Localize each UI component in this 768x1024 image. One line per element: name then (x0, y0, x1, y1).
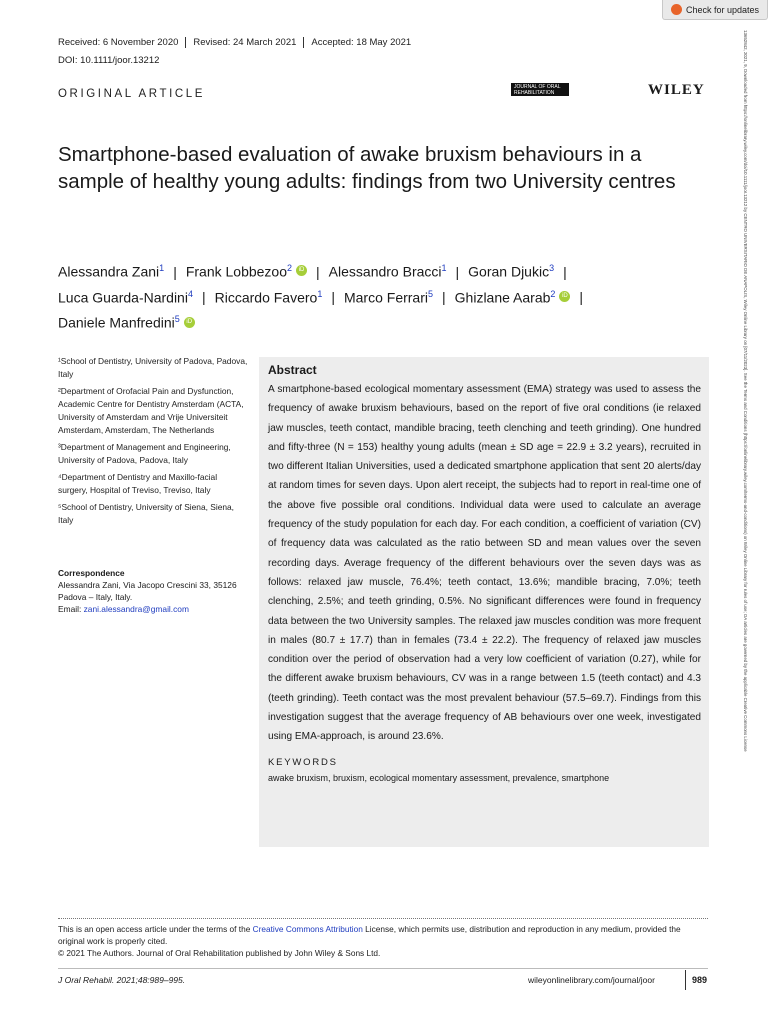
orcid-icon[interactable]: iD (559, 291, 570, 302)
author-affiliation-ref: 4 (187, 288, 193, 299)
abstract-box (259, 357, 709, 847)
check-for-updates-button[interactable] (662, 0, 768, 20)
received-date: Received: 6 November 2020 (58, 37, 179, 49)
footer-separator (685, 970, 686, 990)
abstract-text: A smartphone-based ecological momentary assessment (EMA) strategy was used to assess the frequency of awake bruxism behaviours, based on the report of five oral conditions (ie relaxed jaw muscles, teeth contact, mandible bracing, teeth clenching and teeth grinding). One hundred and fifty-three (N = 153) healthy young adults (mean ± SD age = 22.9 ± 3.2 years), recruited in two different Italian Universities, used a dedicated smartphone application that sent 20 alerts/day at random times for seven days. Upon alert receipt, the subjects had to report in real-time one of the above five possible oral conditions. Individual data were used to calculate an average frequency of the study population for each day. For each condition, a coefficient of variation (CV) of frequency data was calculated as the ratio between SD and mean values over the seven recording days. Average frequency of the different behaviours over the seven days was as follows: relaxed jaw muscle, 76.4%; teeth contact, 13.6%; mandible bracing, 7.0%; teeth clenching, 2.5%; and teeth grinding, 0.5%. No significant differences were found in frequency data between the two University samples. The relaxed jaw muscles condition was more frequent in males (80.7 ± 17.7) than in females (73.4 ± 22.2). The frequency of relaxed jaw muscles condition over the period of observation had a very low coefficient of variation (0.27), while for the different awake bruxism behaviours, CV was in a range between 1.5 (teeth contact) and 4.3 (teeth grinding). Teeth contact was the most prevalent behaviour (57.5–69.7). Findings from this investigation suggest that the average frequency of AB behaviours over one week, investigated using EMA-approach, is around 23.6%. (268, 384, 701, 743)
article-dates (58, 37, 411, 48)
correspondence: Correspondence Alessandra Zani, Via Jacopo Crescini 33, 35126 Padova – Italy, Italy. Email: zani.alessandra@gmail.com (58, 567, 248, 615)
cc-license-link[interactable]: Creative Commons Attribution (252, 924, 363, 934)
orcid-icon[interactable]: iD (184, 317, 195, 328)
publisher-logo: WILEY (648, 82, 705, 98)
correspondence-heading: Correspondence (58, 568, 125, 578)
revised-date: Revised: 24 March 2021 (193, 37, 297, 49)
affiliations (58, 355, 248, 531)
author-separator: | (331, 289, 335, 306)
page-number: 989 (692, 975, 708, 985)
article-title: Smartphone-based evaluation of awake bruxism behaviours in a sample of healthy young adults: findings from two University centres (58, 143, 676, 193)
author[interactable]: Ghizlane Aarab (454, 289, 551, 306)
journal-url[interactable]: wileyonlinelibrary.com/journal/joor (528, 975, 655, 985)
author[interactable]: Goran Djukic (468, 263, 550, 280)
author[interactable]: Alessandra Zani (58, 263, 160, 280)
email-link[interactable]: zani.alessandra@gmail.com (83, 604, 189, 614)
author-list (58, 257, 708, 334)
abstract-heading: Abstract (268, 363, 317, 377)
author-affiliation-ref: 1 (317, 288, 323, 299)
affiliation: ⁵School of Dentistry, University of Siena, Siena, Italy (58, 502, 235, 525)
author-separator: | (316, 263, 320, 280)
author-separator: | (579, 289, 584, 306)
citation: J Oral Rehabil. 2021;48:989–995. (58, 975, 186, 985)
author-affiliation-ref: 2 (550, 288, 556, 299)
correspondence-address: Alessandra Zani, Via Jacopo Crescini 33, 35126 Padova – Italy, Italy. (58, 580, 237, 602)
keywords: awake bruxism, bruxism, ecological momentary assessment, prevalence, smartphone (268, 772, 610, 783)
affiliation: ³Department of Management and Engineering, University of Padova, Padova, Italy (58, 442, 231, 465)
article-type: ORIGINAL ARTICLE (58, 88, 206, 100)
author[interactable]: Frank Lobbezoo (185, 263, 288, 280)
license-notice: This is an open access article under the terms of the Creative Commons Attribution License, which permits use, distribution and reproduction in any medium, provided the original work is properly cited. © 2021 The Authors. Journal of Oral Rehabilitation published by John Wiley & Sons Ltd. (58, 924, 681, 958)
divider (58, 918, 708, 919)
download-watermark: 13652842, 2021, 9, Downloaded from https://onlinelibrary.wiley.com/doi/10.1111/joor.13212 by CENTRO UNIVERSITARIO DE ANAPOLIS, Wiley Online Library on [07/11/2023]. See the Terms and Conditions (https://onlinelibrary.wiley.com/terms-and-conditions) on Wiley Online Library for rules of use; OA articles are governed by the applicable Creative Commons License (743, 30, 748, 752)
copyright: © 2021 The Authors. Journal of Oral Rehabilitation published by John Wiley & Sons Ltd. (58, 948, 381, 958)
affiliation: ¹School of Dentistry, University of Padova, Padova, Italy (58, 356, 248, 379)
doi[interactable]: DOI: 10.1111/joor.13212 (58, 55, 160, 66)
footer-divider (58, 968, 708, 969)
author[interactable]: Marco Ferrari (343, 289, 428, 306)
author-separator: | (442, 289, 446, 306)
keywords-heading: KEYWORDS (268, 756, 338, 768)
author-affiliation-ref: 5 (428, 288, 434, 299)
accepted-date: Accepted: 18 May 2021 (311, 37, 412, 49)
author-separator: | (455, 263, 460, 280)
author-affiliation-ref: 2 (287, 263, 293, 273)
author[interactable]: Daniele Manfredini (58, 314, 175, 331)
crossmark-icon (671, 4, 682, 15)
author[interactable]: Luca Guarda-Nardini (58, 289, 188, 306)
author-separator: | (173, 263, 177, 280)
affiliation: ⁴Department of Dentistry and Maxillo-facial surgery, Hospital of Treviso, Treviso, Italy (58, 472, 218, 495)
author-affiliation-ref: 1 (159, 263, 165, 273)
journal-logo: JOURNAL OF ORAL REHABILITATION (511, 83, 569, 96)
author[interactable]: Riccardo Favero (214, 289, 318, 306)
author-affiliation-ref: 1 (441, 263, 447, 273)
affiliation: ²Department of Orofacial Pain and Dysfunction, Academic Centre for Dentistry Amsterdam (ACTA, University of Amsterdam and Vrije Universiteit Amsterdam, Amsterdam, The Netherlands (58, 386, 244, 435)
orcid-icon[interactable]: iD (296, 265, 307, 276)
author-affiliation-ref: 5 (174, 314, 180, 325)
author[interactable]: Alessandro Bracci (328, 263, 442, 280)
check-updates-label: Check for updates (686, 5, 760, 15)
author-separator: | (201, 289, 206, 306)
author-separator: | (563, 263, 567, 280)
author-affiliation-ref: 3 (549, 263, 555, 273)
